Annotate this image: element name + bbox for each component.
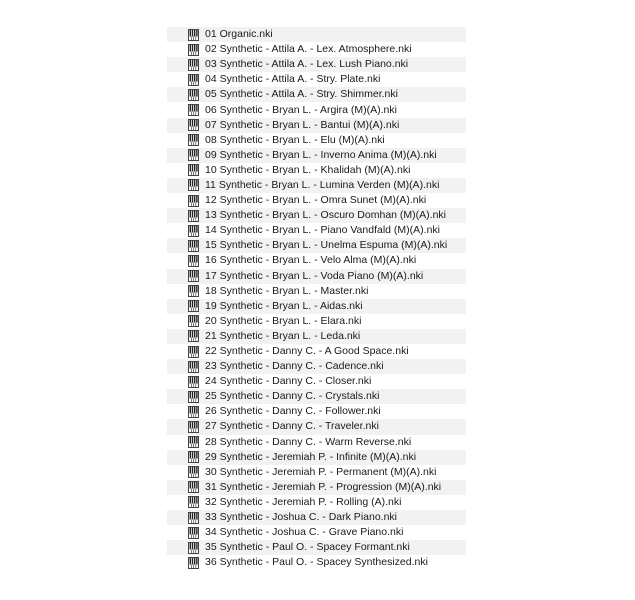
instrument-keyboard-icon	[188, 270, 199, 282]
file-name: 19 Synthetic - Bryan L. - Aidas.nki	[205, 299, 363, 312]
file-name: 16 Synthetic - Bryan L. - Velo Alma (M)(A).nki	[205, 254, 417, 267]
instrument-keyboard-icon	[188, 104, 199, 116]
file-row-11[interactable]	[167, 178, 466, 193]
instrument-keyboard-icon	[188, 376, 199, 388]
file-row-24[interactable]	[167, 374, 466, 389]
instrument-keyboard-icon	[188, 210, 199, 222]
file-row-27[interactable]	[167, 419, 466, 434]
file-name: 04 Synthetic - Attila A. - Stry. Plate.nki	[205, 73, 381, 86]
file-name: 20 Synthetic - Bryan L. - Elara.nki	[205, 314, 362, 327]
file-name: 33 Synthetic - Joshua C. - Dark Piano.nki	[205, 511, 398, 524]
instrument-keyboard-icon	[188, 421, 199, 433]
file-name: 10 Synthetic - Bryan L. - Khalidah (M)(A).nki	[205, 163, 411, 176]
file-name: 13 Synthetic - Bryan L. - Oscuro Domhan (M)(A).nki	[205, 209, 446, 222]
file-row-2[interactable]	[167, 42, 466, 57]
file-row-34[interactable]	[167, 525, 466, 540]
file-name: 27 Synthetic - Danny C. - Traveler.nki	[205, 420, 379, 433]
file-name: 11 Synthetic - Bryan L. - Lumina Verden (M)(A).nki	[205, 178, 440, 191]
instrument-keyboard-icon	[188, 255, 199, 267]
file-row-13[interactable]	[167, 208, 466, 223]
file-row-22[interactable]	[167, 344, 466, 359]
instrument-keyboard-icon	[188, 134, 199, 146]
file-row-10[interactable]	[167, 163, 466, 178]
instrument-keyboard-icon	[188, 496, 199, 508]
file-row-26[interactable]	[167, 404, 466, 419]
instrument-keyboard-icon	[188, 29, 199, 41]
file-row-6[interactable]	[167, 102, 466, 117]
file-name: 09 Synthetic - Bryan L. - Inverno Anima (M)(A).nki	[205, 148, 437, 161]
file-name: 31 Synthetic - Jeremiah P. - Progression (M)(A).nki	[205, 480, 442, 493]
file-row-29[interactable]	[167, 450, 466, 465]
instrument-keyboard-icon	[188, 149, 199, 161]
instrument-keyboard-icon	[188, 59, 199, 71]
file-row-15[interactable]	[167, 238, 466, 253]
instrument-keyboard-icon	[188, 74, 199, 86]
file-name: 07 Synthetic - Bryan L. - Bantui (M)(A).nki	[205, 118, 400, 131]
file-row-20[interactable]	[167, 314, 466, 329]
file-name: 30 Synthetic - Jeremiah P. - Permanent (M)(A).nki	[205, 465, 437, 478]
instrument-keyboard-icon	[188, 164, 199, 176]
file-name: 18 Synthetic - Bryan L. - Master.nki	[205, 284, 369, 297]
file-name: 17 Synthetic - Bryan L. - Voda Piano (M)(A).nki	[205, 269, 424, 282]
file-name: 35 Synthetic - Paul O. - Spacey Formant.nki	[205, 541, 410, 554]
file-row-32[interactable]	[167, 495, 466, 510]
file-row-5[interactable]	[167, 87, 466, 102]
file-row-28[interactable]	[167, 435, 466, 450]
file-name: 15 Synthetic - Bryan L. - Unelma Espuma (M)(A).nki	[205, 239, 448, 252]
instrument-keyboard-icon	[188, 527, 199, 539]
instrument-keyboard-icon	[188, 512, 199, 524]
instrument-keyboard-icon	[188, 542, 199, 554]
instrument-keyboard-icon	[188, 361, 199, 373]
file-list	[167, 27, 466, 570]
file-name: 08 Synthetic - Bryan L. - Elu (M)(A).nki	[205, 133, 385, 146]
file-name: 23 Synthetic - Danny C. - Cadence.nki	[205, 360, 384, 373]
file-row-23[interactable]	[167, 359, 466, 374]
file-row-35[interactable]	[167, 540, 466, 555]
file-row-4[interactable]	[167, 72, 466, 87]
file-name: 26 Synthetic - Danny C. - Follower.nki	[205, 405, 381, 418]
instrument-keyboard-icon	[188, 391, 199, 403]
instrument-keyboard-icon	[188, 481, 199, 493]
file-name: 32 Synthetic - Jeremiah P. - Rolling (A).nki	[205, 495, 402, 508]
file-name: 29 Synthetic - Jeremiah P. - Infinite (M)(A).nki	[205, 450, 417, 463]
file-name: 12 Synthetic - Bryan L. - Omra Sunet (M)(A).nki	[205, 194, 427, 207]
instrument-keyboard-icon	[188, 119, 199, 131]
file-name: 28 Synthetic - Danny C. - Warm Reverse.nki	[205, 435, 412, 448]
file-name: 02 Synthetic - Attila A. - Lex. Atmosphere.nki	[205, 43, 412, 56]
file-name: 25 Synthetic - Danny C. - Crystals.nki	[205, 390, 380, 403]
file-row-18[interactable]	[167, 284, 466, 299]
instrument-keyboard-icon	[188, 330, 199, 342]
instrument-keyboard-icon	[188, 315, 199, 327]
instrument-keyboard-icon	[188, 466, 199, 478]
instrument-keyboard-icon	[188, 89, 199, 101]
file-name: 14 Synthetic - Bryan L. - Piano Vandfald (M)(A).nki	[205, 224, 440, 237]
file-row-30[interactable]	[167, 465, 466, 480]
file-row-7[interactable]	[167, 118, 466, 133]
file-row-12[interactable]	[167, 193, 466, 208]
instrument-keyboard-icon	[188, 436, 199, 448]
file-row-1[interactable]	[167, 27, 466, 42]
instrument-keyboard-icon	[188, 557, 199, 569]
instrument-keyboard-icon	[188, 406, 199, 418]
instrument-keyboard-icon	[188, 225, 199, 237]
instrument-keyboard-icon	[188, 346, 199, 358]
file-row-16[interactable]	[167, 253, 466, 268]
file-row-14[interactable]	[167, 223, 466, 238]
file-row-25[interactable]	[167, 389, 466, 404]
file-row-21[interactable]	[167, 329, 466, 344]
file-name: 34 Synthetic - Joshua C. - Grave Piano.nki	[205, 526, 404, 539]
file-name: 36 Synthetic - Paul O. - Spacey Synthesized.nki	[205, 556, 428, 569]
instrument-keyboard-icon	[188, 195, 199, 207]
instrument-keyboard-icon	[188, 44, 199, 56]
instrument-keyboard-icon	[188, 240, 199, 252]
file-row-8[interactable]	[167, 133, 466, 148]
file-name: 01 Organic.nki	[205, 28, 273, 41]
file-name: 03 Synthetic - Attila A. - Lex. Lush Piano.nki	[205, 58, 409, 71]
file-row-33[interactable]	[167, 510, 466, 525]
file-row-17[interactable]	[167, 269, 466, 284]
instrument-keyboard-icon	[188, 300, 199, 312]
instrument-keyboard-icon	[188, 179, 199, 191]
file-name: 24 Synthetic - Danny C. - Closer.nki	[205, 375, 372, 388]
file-name: 22 Synthetic - Danny C. - A Good Space.nki	[205, 345, 409, 358]
file-name: 21 Synthetic - Bryan L. - Leda.nki	[205, 329, 361, 342]
file-row-31[interactable]	[167, 480, 466, 495]
instrument-keyboard-icon	[188, 451, 199, 463]
instrument-keyboard-icon	[188, 285, 199, 297]
file-name: 06 Synthetic - Bryan L. - Argira (M)(A).nki	[205, 103, 397, 116]
file-row-19[interactable]	[167, 299, 466, 314]
file-row-9[interactable]	[167, 148, 466, 163]
file-row-3[interactable]	[167, 57, 466, 72]
file-name: 05 Synthetic - Attila A. - Stry. Shimmer.nki	[205, 88, 398, 101]
file-row-36[interactable]	[167, 555, 466, 570]
